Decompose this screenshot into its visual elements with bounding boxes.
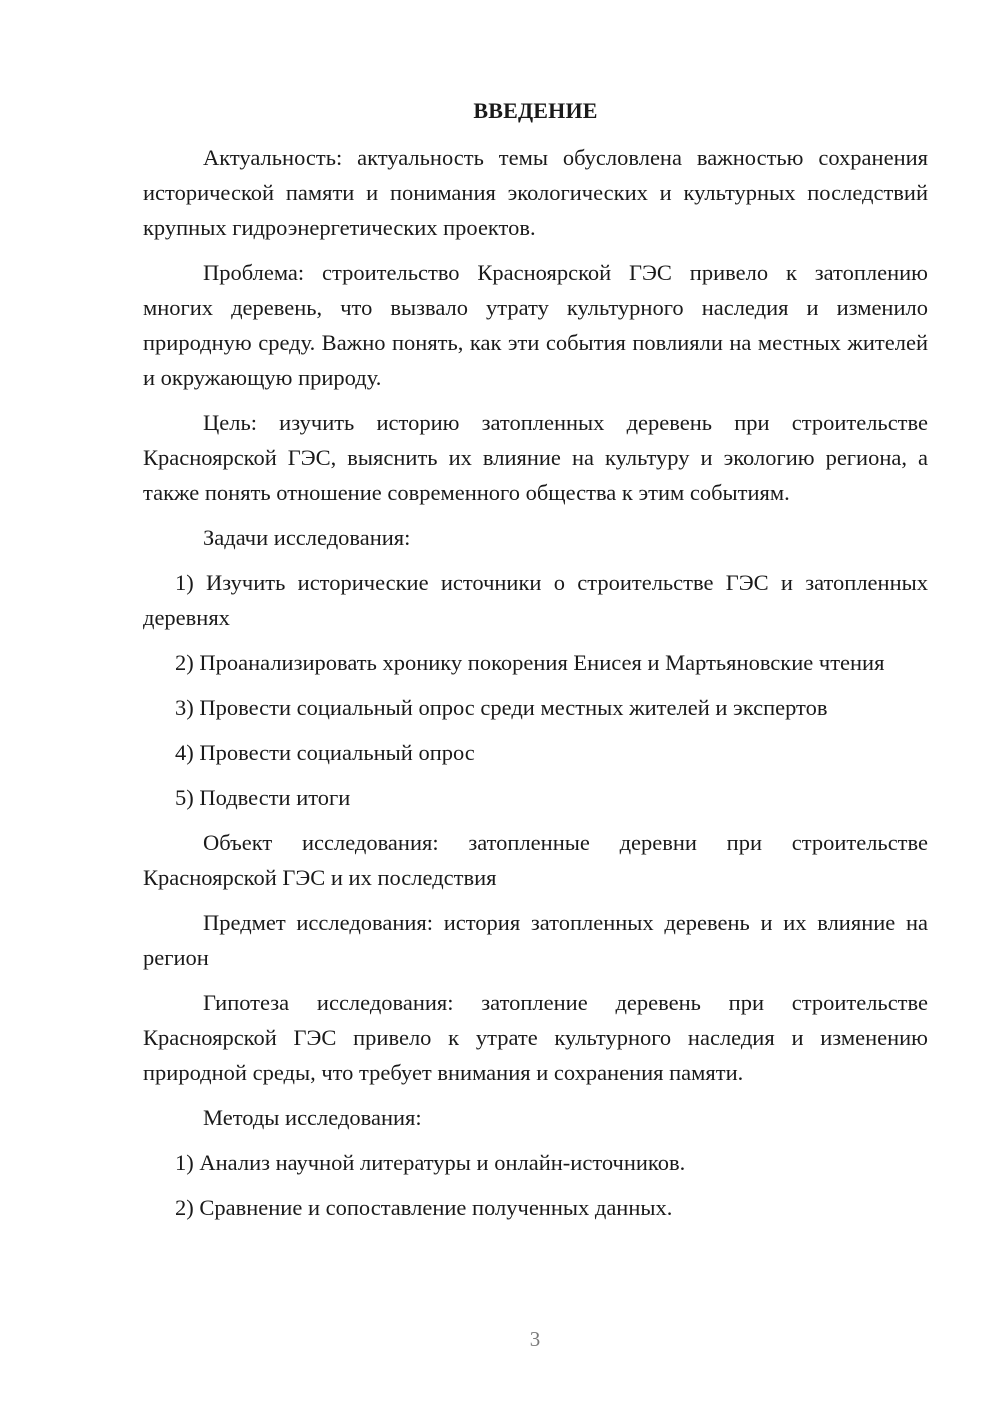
paragraph-hypothesis: Гипотеза исследования: затопление деревень при строительстве Красноярской ГЭС привело к утрате культурного наследия и изменению природной среды, что требует внимания и сохранения памяти. <box>143 990 928 1085</box>
paragraph-relevance: Актуальность: актуальность темы обусловлена важностью сохранения исторической памяти и понимания экологических и культурных последствий крупных гидроэнергетических проектов. <box>143 145 928 240</box>
task-item: 4) Провести социальный опрос <box>175 740 475 765</box>
task-item: 5) Подвести итоги <box>175 785 351 810</box>
page-number: 3 <box>529 1327 541 1351</box>
paragraph-problem: Проблема: строительство Красноярской ГЭС привело к затоплению многих деревень, что вызвало утрату культурного наследия и изменило природную среду. Важно понять, как эти события повлияли на местных жителей и окружающую природу. <box>143 260 928 390</box>
methods-heading: Методы исследования: <box>203 1105 422 1130</box>
task-item: 2) Проанализировать хронику покорения Енисея и Мартьяновские чтения <box>175 650 885 675</box>
paragraph-goal: Цель: изучить историю затопленных деревень при строительстве Красноярской ГЭС, выяснить их влияние на культуру и экологию региона, а также понять отношение современного общества к этим событиям. <box>143 410 928 505</box>
method-item: 2) Сравнение и сопоставление полученных данных. <box>175 1195 673 1220</box>
tasks-heading: Задачи исследования: <box>203 525 411 550</box>
paragraph-subject: Предмет исследования: история затопленных деревень и их влияние на регион <box>143 910 928 970</box>
paragraph-object: Объект исследования: затопленные деревни при строительстве Красноярской ГЭС и их последствия <box>143 830 928 890</box>
method-item: 1) Анализ научной литературы и онлайн-источников. <box>175 1150 686 1175</box>
section-title: ВВЕДЕНИЕ <box>473 98 598 123</box>
page-content <box>143 96 928 1235</box>
task-item: 1) Изучить исторические источники о строительстве ГЭС и затопленных деревнях <box>143 570 928 630</box>
task-item: 3) Провести социальный опрос среди местных жителей и экспертов <box>175 695 828 720</box>
